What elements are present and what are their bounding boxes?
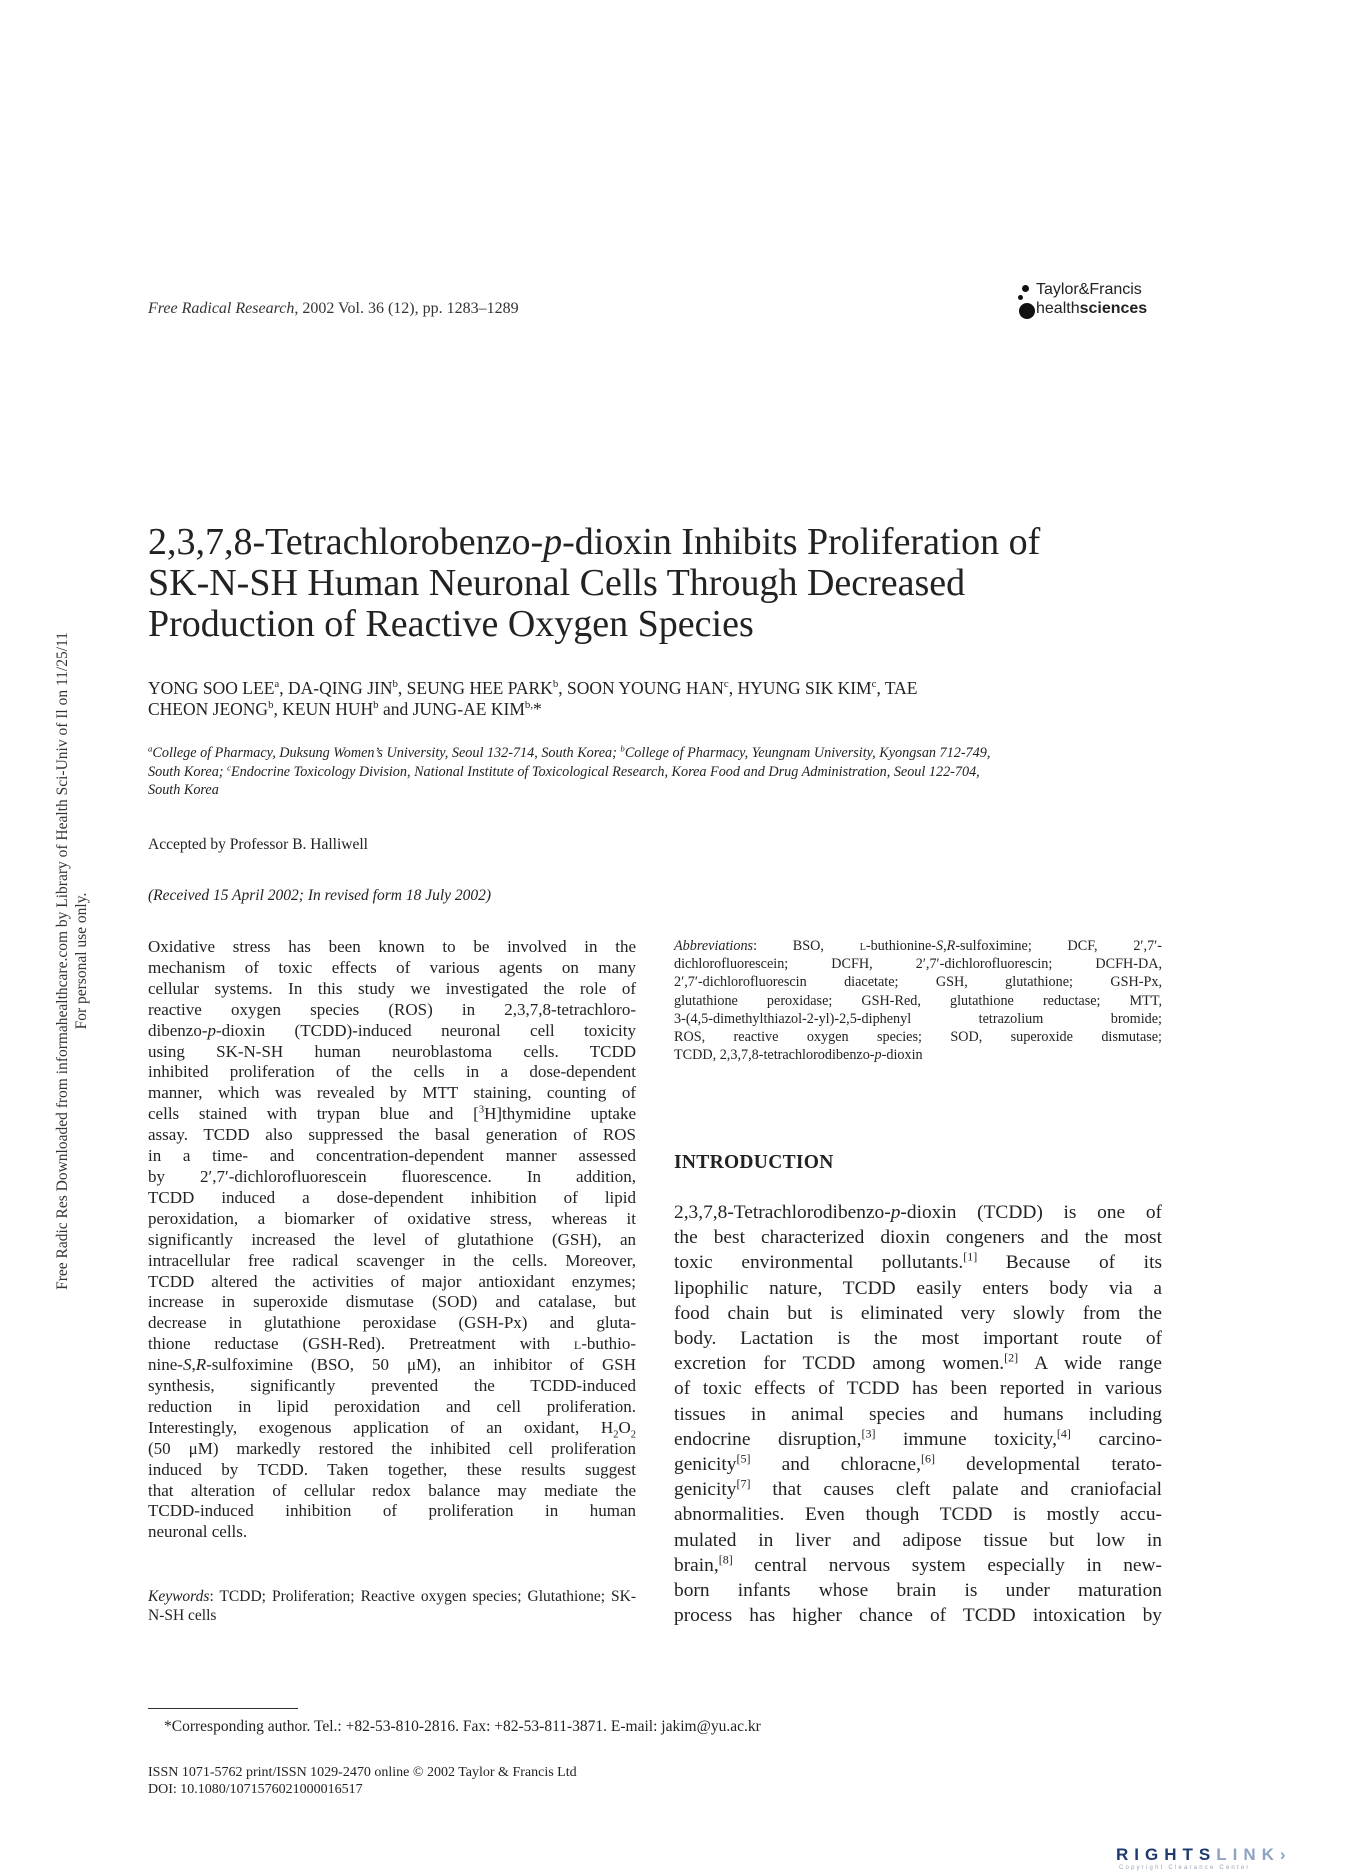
publisher-logo — [1016, 281, 1166, 325]
issn-line: ISSN 1071-5762 print/ISSN 1029-2470 online © 2002 Taylor & Francis Ltd — [148, 1765, 577, 1780]
footnote-divider — [148, 1708, 298, 1709]
title-line: Production of Reactive Oxygen Species — [148, 603, 754, 645]
keywords-list: : TCDD; Proliferation; Reactive oxygen species; Glutathione; SK-N-SH cells — [148, 1588, 636, 1624]
personal-use-notice: For personal use only. — [73, 892, 90, 1030]
affiliations: $^a$College of Pharmacy, Duksung Women’s University, Seoul 132-714, South Korea; $^b$College of Pharmacy, Yeungnam University, Kyongsan 712-749, South Korea; $^c$Endocrine Toxicology Division, National Institute of Toxicological Research, Korea Food and Drug Administration, Seoul 122-704, South Korea — [148, 743, 991, 798]
issn-block — [148, 1764, 577, 1798]
introduction-body: 2,3,7,8-Tetrachlorodibenzo-p-dioxin (TCDD) is one of the best characterized dioxin congeners and the most toxic environmental pollutants.[1] Because of its lipophilic nature, TCDD easily enters body via a food chain but is eliminated very slowly from the body. Lactation is the most important route of excretion for TCDD among women.[2] A wide range of toxic effects of TCDD has been reported in various tissues in animal species and humans including endocrine disruption,[3] immune toxicity,[4] carcino- genicity[5] and chloracne,[6] developmental terato- genicity[7] that causes cleft palate and craniofacial abnormalities. Even though TCDD is mostly accu- mulated in liver and adipose tissue but low in brain,[8] central nervous system especially in new- born infants whose brain is under maturation process has higher chance of TCDD intoxication by — [674, 1202, 1163, 1627]
logo-dot-icon — [1018, 295, 1023, 300]
rightslink-logo: RIGHTSLINK› Copyright Clearance Center — [1116, 1845, 1292, 1871]
logo-dot-icon — [1019, 303, 1035, 319]
journal-volume-pages: , 2002 Vol. 36 (12), pp. 1283–1289 — [294, 300, 519, 317]
download-notice-line: Free Radic Res Downloaded from informahealthcare.com by Library of Health Sci-Univ of Il on 11/25/11 — [54, 632, 71, 1290]
title-line: SK-N-SH Human Neuronal Cells Through Decreased — [148, 562, 966, 604]
section-heading-introduction: INTRODUCTION — [674, 1152, 834, 1173]
abstract: Oxidative stress has been known to be involved in the mechanism of toxic effects of various agents on many cellular systems. In this study we investigated the role of reactive oxygen species (ROS) in 2,3,7,8-tetrachloro- dibenzo-p-dioxin (TCDD)-induced neuronal cell toxicity using SK-N-SH human neuroblastoma cells. TCDD inhibited proliferation of the cells in a dose-dependent manner, which was revealed by MTT staining, counting of cells stained with trypan blue and [$^3$H]thymidine uptake assay. TCDD also suppressed the basal generation of ROS in a time- and concentration-dependent manner assessed by 2′,7′-dichlorofluorescein fluorescence. In addition, TCDD induced a dose-dependent inhibition of lipid peroxidation, a biomarker of oxidative stress, whereas it significantly increased the level of glutathione (GSH), an intracellular free radical scavenger in the cells. Moreover, TCDD altered the activities of major antioxidant enzymes; increase in superoxide dismutase (SOD) and catalase, but decrease in glutathione peroxidase (GSH-Px) and gluta- thione reductase (GSH-Red). Pretreatment with l-buthio- nine-S,R-sulfoximine (BSO, 50 μM), an inhibitor of GSH synthesis, significantly prevented the TCDD-induced reduction in lipid peroxidation and cell proliferation. Interestingly, exogenous application of an oxidant, $H_2O_2$ (50 μM) markedly restored the inhibited cell proliferation induced by TCDD. Taken together, these results suggest that alteration of cellular redox balance may mediate the TCDD-induced inhibition of proliferation in human neuronal cells. — [148, 937, 636, 1542]
publisher-imprint: healthsciences — [1036, 300, 1148, 317]
journal-name: Free Radical Research — [148, 300, 295, 317]
accepted-by: Accepted by Professor B. Halliwell — [148, 836, 368, 853]
logo-dot-icon — [1022, 285, 1029, 292]
received-dates: (Received 15 April 2002; In revised form 18 July 2002) — [148, 887, 492, 904]
publisher-name: Taylor&Francis — [1036, 281, 1142, 298]
article-title — [148, 522, 1168, 645]
abbreviations: Abbreviations: BSO, l-buthionine-S,R-sulfoximine; DCF, 2′,7′- dichlorofluorescein; DCFH, 2′,7′-dichlorofluorescin; DCFH-DA, 2′,7′-dichlorofluorescin diacetate; GSH, glutathione; GSH-Px, glutathione peroxidase; GSH-Red, glutathione reductase; MTT, 3-(4,5-dimethylthiazol-2-yl)-2,5-diphenyl tetrazolium bromide; ROS, reactive oxygen species; SOD, superoxide dismutase; TCDD, 2,3,7,8-tetrachlorodibenzo-p-dioxin — [674, 938, 1163, 1064]
download-notice — [53, 551, 91, 1371]
corresponding-author-note: *Corresponding author. Tel.: +82-53-810-2816. Fax: +82-53-811-3871. E-mail: jakim@yu.ac.kr — [164, 1718, 761, 1735]
doi-line: DOI: 10.1080/1071576021000016517 — [148, 1782, 363, 1797]
rightslink-arrow-icon: › — [1279, 1845, 1292, 1864]
title-line: 2,3,7,8-Tetrachlorobenzo-p-dioxin Inhibits Proliferation of — [148, 521, 1041, 563]
author-list: YONG SOO LEE$^a$, DA-QING JIN$^b$, SEUNG HEE PARK$^b$, SOON YOUNG HAN$^c$, HYUNG SIK KIM$^c$, TAE CHEON JEONG$^b$, KEUN HUH$^b$ and JUNG-AE $KIM^{b,}*$ — [148, 678, 918, 719]
keywords — [148, 1587, 636, 1625]
rightslink-tagline: Copyright Clearance Center — [1119, 1865, 1251, 1871]
keywords-label: Keywords — [148, 1588, 210, 1605]
journal-citation — [148, 300, 519, 318]
